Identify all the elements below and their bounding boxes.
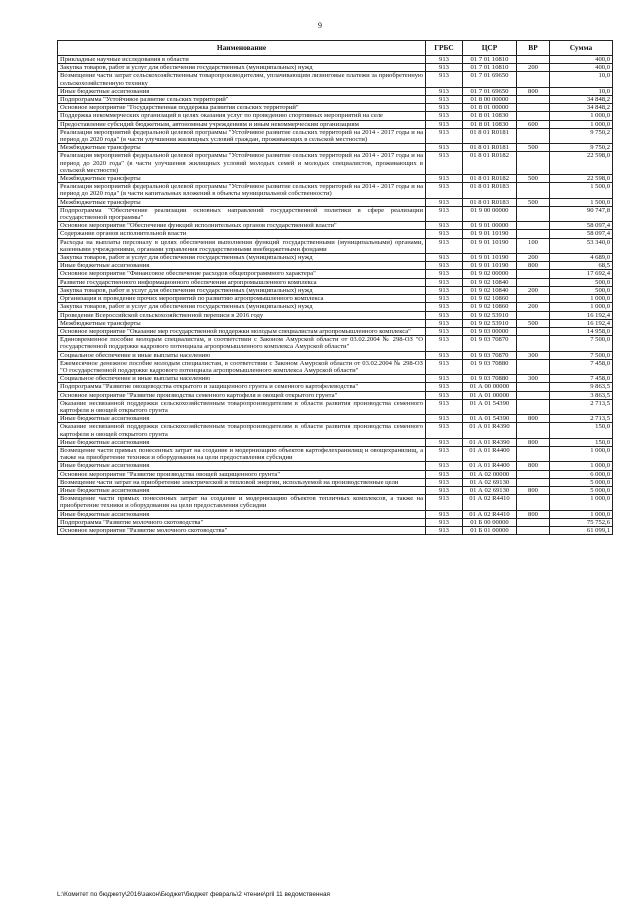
cell-grbs: 913: [426, 526, 463, 534]
cell-sum: 58 097,4: [550, 222, 613, 230]
cell-grbs: 913: [426, 399, 463, 414]
cell-sum: 1 000,0: [550, 120, 613, 128]
cell-name: Содержание органов исполнительной власти: [58, 230, 426, 238]
cell-grbs: 913: [426, 87, 463, 95]
cell-csr: 01 А 01 R4400: [463, 462, 517, 470]
cell-name: Межбюджетные трансферты: [58, 319, 426, 327]
cell-sum: 7 458,0: [550, 375, 613, 383]
cell-csr: 01 9 02 10840: [463, 286, 517, 294]
cell-csr: 01 А 02 R4410: [463, 510, 517, 518]
cell-csr: 01 8 00 00000: [463, 96, 517, 104]
cell-grbs: 913: [426, 423, 463, 438]
table-row: [58, 510, 613, 518]
cell-name: Оказание несвязанной поддержки сельскохозяйственным товаропроизводителям в области развития производства семенного картофеля и овощей открытого грунта: [58, 399, 426, 414]
cell-csr: 01 8 01 00000: [463, 104, 517, 112]
cell-sum: 10,0: [550, 72, 613, 87]
table-row: [58, 375, 613, 383]
cell-sum: 75 752,6: [550, 518, 613, 526]
cell-vr: 800: [517, 262, 550, 270]
cell-vr: [517, 518, 550, 526]
cell-grbs: 913: [426, 96, 463, 104]
cell-sum: 22 598,0: [550, 175, 613, 183]
table-row: [58, 87, 613, 95]
cell-vr: 800: [517, 438, 550, 446]
header-name: Наименование: [58, 41, 426, 56]
cell-vr: [517, 336, 550, 351]
cell-sum: 1 000,0: [550, 495, 613, 510]
cell-vr: [517, 104, 550, 112]
cell-sum: 2 713,5: [550, 399, 613, 414]
cell-name: Ежемесячное денежное пособие молодым специалистам, в соответствии с Законом Амурской области от 03.02.2004 № 298-ОЗ "О государственной поддержке кадрового потенциала агропромышленного комплекса Амурской области": [58, 359, 426, 374]
cell-name: Прикладные научные исследования в области: [58, 56, 426, 64]
table-row: [58, 319, 613, 327]
cell-name: Подпрограмма "Развитие овощеводства открытого и защищенного грунта и семенного картофелеводства": [58, 383, 426, 391]
header-sum: Сумма: [550, 41, 613, 56]
cell-vr: [517, 112, 550, 120]
cell-grbs: 913: [426, 64, 463, 72]
cell-csr: 01 Б 00 00000: [463, 518, 517, 526]
cell-sum: 9 863,5: [550, 383, 613, 391]
cell-csr: 01 А 00 00000: [463, 383, 517, 391]
cell-name: Поддержка некоммерческих организаций в целях оказания услуг по проведению спортивных мероприятий на селе: [58, 112, 426, 120]
cell-csr: 01 8 01 10830: [463, 112, 517, 120]
cell-grbs: 913: [426, 183, 463, 198]
cell-grbs: 913: [426, 270, 463, 278]
cell-sum: 61 099,1: [550, 526, 613, 534]
cell-name: Иные бюджетные ассигнования: [58, 262, 426, 270]
table-row: [58, 270, 613, 278]
cell-grbs: 913: [426, 72, 463, 87]
cell-grbs: 913: [426, 303, 463, 311]
cell-grbs: 913: [426, 286, 463, 294]
cell-name: Иные бюджетные ассигнования: [58, 510, 426, 518]
table-row: [58, 303, 613, 311]
cell-vr: 800: [517, 486, 550, 494]
cell-csr: 01 9 02 53910: [463, 319, 517, 327]
cell-vr: 200: [517, 254, 550, 262]
cell-csr: 01 А 02 00000: [463, 470, 517, 478]
cell-vr: [517, 230, 550, 238]
table-row: [58, 120, 613, 128]
cell-sum: 400,0: [550, 64, 613, 72]
cell-sum: 1 500,0: [550, 183, 613, 198]
cell-csr: 01 9 01 10190: [463, 230, 517, 238]
cell-name: Межбюджетные трансферты: [58, 144, 426, 152]
cell-name: Основное мероприятие "Развитие производства овощей защищенного грунта": [58, 470, 426, 478]
cell-name: Основное мероприятие "Государственная поддержка развития сельских территорий": [58, 104, 426, 112]
cell-csr: 01 9 01 10190: [463, 238, 517, 253]
cell-name: Закупка товаров, работ и услуг для обеспечения государственных (муниципальных) нужд: [58, 64, 426, 72]
cell-grbs: 913: [426, 351, 463, 359]
cell-name: Межбюджетные трансферты: [58, 198, 426, 206]
cell-name: Закупка товаров, работ и услуг для обеспечения государственных (муниципальных) нужд: [58, 254, 426, 262]
cell-csr: 01 А 02 69130: [463, 478, 517, 486]
cell-vr: [517, 278, 550, 286]
cell-csr: 01 7 01 69650: [463, 87, 517, 95]
cell-csr: 01 9 02 10860: [463, 303, 517, 311]
cell-vr: 800: [517, 510, 550, 518]
header-grbs: ГРБС: [426, 41, 463, 56]
cell-grbs: 913: [426, 446, 463, 461]
table-row: [58, 486, 613, 494]
cell-name: Реализация мероприятий федеральной целевой программы "Устойчивое развитие сельских территорий на 2014 - 2017 годы и на период до 2020 года" (в части улучшения жилищных условий граждан, проживающих в сельской местности): [58, 128, 426, 143]
cell-sum: 1 000,0: [550, 510, 613, 518]
cell-vr: [517, 470, 550, 478]
cell-name: Основное мероприятие "Обеспечение функций исполнительных органов государственной власти": [58, 222, 426, 230]
cell-name: Основное мероприятие "Развитие молочного скотоводства": [58, 526, 426, 534]
cell-vr: [517, 183, 550, 198]
cell-grbs: 913: [426, 112, 463, 120]
table-row: [58, 462, 613, 470]
cell-grbs: 913: [426, 262, 463, 270]
table-row: [58, 222, 613, 230]
table-row: [58, 295, 613, 303]
cell-sum: 22 598,0: [550, 152, 613, 175]
table-row: [58, 96, 613, 104]
table-row: [58, 144, 613, 152]
cell-grbs: 913: [426, 438, 463, 446]
cell-csr: 01 9 02 10860: [463, 295, 517, 303]
table-row: [58, 64, 613, 72]
cell-grbs: 913: [426, 56, 463, 64]
cell-csr: 01 9 02 10840: [463, 278, 517, 286]
cell-sum: 5 000,0: [550, 486, 613, 494]
cell-sum: 6 000,0: [550, 470, 613, 478]
cell-csr: 01 7 01 10810: [463, 56, 517, 64]
cell-grbs: 913: [426, 375, 463, 383]
cell-grbs: 913: [426, 238, 463, 253]
cell-sum: 53 340,0: [550, 238, 613, 253]
cell-sum: 7 458,0: [550, 359, 613, 374]
cell-grbs: 913: [426, 104, 463, 112]
cell-name: Организация и проведение прочих мероприятий по развитию агропромышленного комплекса: [58, 295, 426, 303]
cell-csr: 01 А 01 R4400: [463, 446, 517, 461]
table-row: [58, 112, 613, 120]
cell-vr: [517, 495, 550, 510]
cell-grbs: 913: [426, 278, 463, 286]
cell-vr: [517, 270, 550, 278]
cell-csr: 01 9 03 70880: [463, 359, 517, 374]
cell-vr: 600: [517, 120, 550, 128]
cell-grbs: 913: [426, 391, 463, 399]
cell-name: Возмещение части затрат на приобретение электрической и тепловой энергии, используемой на производственные цели: [58, 478, 426, 486]
table-row: [58, 359, 613, 374]
cell-sum: 9 750,2: [550, 128, 613, 143]
cell-grbs: 913: [426, 311, 463, 319]
cell-name: Возмещение части прямых понесенных затрат на создание и модернизацию объектов тепличных комплексов, а также на приобретение техники и оборудования на цели предоставления субсидии: [58, 495, 426, 510]
cell-name: Реализация мероприятий федеральной целевой программы "Устойчивое развитие сельских территорий на 2014 - 2017 годы и на период до 2020 года" (в части улучшения жилищных условий молодых семей и молодых специалистов, проживающих в сельской местности): [58, 152, 426, 175]
cell-vr: [517, 56, 550, 64]
cell-csr: 01 7 01 10810: [463, 64, 517, 72]
cell-sum: 1 500,0: [550, 198, 613, 206]
cell-sum: 2 713,5: [550, 415, 613, 423]
cell-vr: 200: [517, 286, 550, 294]
table-row: [58, 262, 613, 270]
cell-name: Развитие государственного информационного обеспечения агропромышленного комплекса: [58, 278, 426, 286]
cell-sum: 14 958,0: [550, 327, 613, 335]
cell-csr: 01 9 03 00000: [463, 327, 517, 335]
cell-sum: 400,0: [550, 56, 613, 64]
cell-csr: 01 9 01 00000: [463, 222, 517, 230]
cell-sum: 34 848,2: [550, 104, 613, 112]
cell-vr: [517, 478, 550, 486]
cell-vr: 800: [517, 87, 550, 95]
cell-name: Основное мероприятие "Финансовое обеспечение расходов общепрограммного характера": [58, 270, 426, 278]
cell-csr: 01 9 00 00000: [463, 206, 517, 221]
table-row: [58, 238, 613, 253]
cell-grbs: 913: [426, 230, 463, 238]
cell-grbs: 913: [426, 510, 463, 518]
cell-vr: [517, 222, 550, 230]
cell-csr: 01 9 02 00000: [463, 270, 517, 278]
cell-name: Подпрограмма "Устойчивое развитие сельских территорий": [58, 96, 426, 104]
cell-grbs: 913: [426, 144, 463, 152]
table-row: [58, 198, 613, 206]
cell-sum: 68,5: [550, 262, 613, 270]
cell-sum: 7 500,0: [550, 351, 613, 359]
cell-grbs: 913: [426, 359, 463, 374]
cell-name: Основное мероприятие "Развитие производства семенного картофеля и овощей открытого грунта": [58, 391, 426, 399]
budget-table-container: [57, 40, 612, 535]
cell-name: Межбюджетные трансферты: [58, 175, 426, 183]
page-number: 9: [318, 21, 322, 30]
cell-csr: 01 8 01 R0181: [463, 144, 517, 152]
cell-grbs: 913: [426, 175, 463, 183]
cell-grbs: 913: [426, 518, 463, 526]
table-row: [58, 438, 613, 446]
cell-sum: 500,0: [550, 278, 613, 286]
table-row: [58, 286, 613, 294]
cell-grbs: 913: [426, 415, 463, 423]
table-row: [58, 206, 613, 221]
cell-sum: 5 000,0: [550, 478, 613, 486]
cell-csr: 01 8 01 10830: [463, 120, 517, 128]
cell-csr: 01 А 02 69130: [463, 486, 517, 494]
cell-vr: [517, 128, 550, 143]
cell-grbs: 913: [426, 295, 463, 303]
cell-name: Иные бюджетные ассигнования: [58, 486, 426, 494]
cell-sum: 10,0: [550, 87, 613, 95]
cell-sum: 1 000,0: [550, 295, 613, 303]
cell-csr: 01 8 01 R0183: [463, 183, 517, 198]
cell-sum: 1 000,0: [550, 303, 613, 311]
table-row: [58, 526, 613, 534]
cell-csr: 01 А 01 R4390: [463, 423, 517, 438]
table-row: [58, 383, 613, 391]
cell-grbs: 913: [426, 327, 463, 335]
cell-name: Основное мероприятие "Оказание мер государственной поддержки молодым специалистам агропромышленного комплекса": [58, 327, 426, 335]
cell-csr: 01 9 02 53910: [463, 311, 517, 319]
budget-table: [57, 40, 613, 535]
cell-sum: 150,0: [550, 438, 613, 446]
cell-name: Иные бюджетные ассигнования: [58, 415, 426, 423]
cell-csr: 01 8 01 R0181: [463, 128, 517, 143]
table-row: [58, 183, 613, 198]
cell-sum: 34 848,2: [550, 96, 613, 104]
cell-vr: 800: [517, 462, 550, 470]
cell-csr: 01 9 03 70870: [463, 351, 517, 359]
table-row: [58, 254, 613, 262]
cell-sum: 500,0: [550, 286, 613, 294]
cell-csr: 01 А 01 R4390: [463, 438, 517, 446]
cell-vr: 300: [517, 375, 550, 383]
table-row: [58, 399, 613, 414]
cell-sum: 17 692,4: [550, 270, 613, 278]
cell-name: Проведение Всероссийской сельскохозяйственной переписи в 2016 году: [58, 311, 426, 319]
cell-grbs: 913: [426, 152, 463, 175]
cell-vr: 100: [517, 238, 550, 253]
header-vr: ВР: [517, 41, 550, 56]
cell-csr: 01 8 01 R0183: [463, 198, 517, 206]
header-csr: ЦСР: [463, 41, 517, 56]
cell-csr: 01 Б 01 00000: [463, 526, 517, 534]
cell-grbs: 913: [426, 470, 463, 478]
cell-vr: [517, 311, 550, 319]
table-row: [58, 56, 613, 64]
cell-csr: 01 7 01 69650: [463, 72, 517, 87]
table-row: [58, 104, 613, 112]
cell-csr: 01 А 01 00000: [463, 391, 517, 399]
table-row: [58, 72, 613, 87]
table-row: [58, 327, 613, 335]
cell-grbs: 913: [426, 319, 463, 327]
cell-vr: 500: [517, 198, 550, 206]
cell-vr: [517, 206, 550, 221]
cell-name: Иные бюджетные ассигнования: [58, 462, 426, 470]
cell-vr: [517, 399, 550, 414]
cell-grbs: 913: [426, 478, 463, 486]
cell-sum: 9 750,2: [550, 144, 613, 152]
cell-csr: 01 9 01 10190: [463, 262, 517, 270]
cell-name: Оказание несвязанной поддержки сельскохозяйственным товаропроизводителям в области развития производства семенного картофеля и овощей открытого грунта: [58, 423, 426, 438]
cell-name: Закупка товаров, работ и услуг для обеспечения государственных (муниципальных) нужд: [58, 303, 426, 311]
cell-sum: 90 747,8: [550, 206, 613, 221]
table-row: [58, 470, 613, 478]
table-row: [58, 478, 613, 486]
cell-name: Реализация мероприятий федеральной целевой программы "Устойчивое развитие сельских территорий на 2014 - 2017 годы и на период до 2020 года" (в части капитальных вложений в объекты муниципальной собственности): [58, 183, 426, 198]
cell-sum: 16 192,4: [550, 319, 613, 327]
cell-name: Закупка товаров, работ и услуг для обеспечения государственных (муниципальных) нужд: [58, 286, 426, 294]
cell-grbs: 913: [426, 336, 463, 351]
cell-vr: [517, 391, 550, 399]
cell-vr: 500: [517, 175, 550, 183]
cell-vr: [517, 526, 550, 534]
cell-csr: 01 9 03 70870: [463, 336, 517, 351]
table-row: [58, 351, 613, 359]
cell-grbs: 913: [426, 198, 463, 206]
table-row: [58, 128, 613, 143]
cell-sum: 7 500,0: [550, 336, 613, 351]
cell-grbs: 913: [426, 120, 463, 128]
table-row: [58, 423, 613, 438]
cell-vr: [517, 295, 550, 303]
table-row: [58, 446, 613, 461]
cell-vr: 200: [517, 303, 550, 311]
table-row: [58, 336, 613, 351]
cell-csr: 01 9 01 10190: [463, 254, 517, 262]
cell-csr: 01 9 03 70880: [463, 375, 517, 383]
cell-sum: 3 863,5: [550, 391, 613, 399]
cell-sum: 1 000,0: [550, 446, 613, 461]
cell-grbs: 913: [426, 206, 463, 221]
cell-csr: 01 А 01 54390: [463, 415, 517, 423]
cell-sum: 1 000,0: [550, 112, 613, 120]
cell-name: Подпрограмма "Обеспечение реализации основных направлений государственной политики в сфере реализации государственной программы": [58, 206, 426, 221]
cell-grbs: 913: [426, 128, 463, 143]
table-row: [58, 278, 613, 286]
cell-name: Иные бюджетные ассигнования: [58, 438, 426, 446]
cell-name: Расходы на выплаты персоналу в целях обеспечения выполнения функций государственными (муниципальными) органами, казенными учреждениями, органами управления государственными внебюджетными фондами: [58, 238, 426, 253]
table-row: [58, 518, 613, 526]
cell-name: Социальное обеспечение и иные выплаты населению: [58, 375, 426, 383]
cell-grbs: 913: [426, 383, 463, 391]
cell-name: Возмещение части затрат сельскохозяйственным товаропроизводителям, уплачивающим лизинговые платежи за приобретенную сельскохозяйственную технику: [58, 72, 426, 87]
cell-vr: [517, 152, 550, 175]
cell-vr: 500: [517, 144, 550, 152]
table-header-row: [58, 41, 613, 56]
table-row: [58, 175, 613, 183]
cell-vr: 800: [517, 415, 550, 423]
cell-sum: 58 097,4: [550, 230, 613, 238]
table-body: [58, 56, 613, 535]
table-row: [58, 391, 613, 399]
cell-vr: [517, 446, 550, 461]
cell-vr: [517, 423, 550, 438]
cell-vr: [517, 96, 550, 104]
file-path-footer: L:\Комитет по бюджету\2016\закон\Бюджет\бюджет февраль\2 чтение\pril 11 ведомственная: [57, 891, 330, 898]
cell-csr: 01 8 01 R0182: [463, 152, 517, 175]
table-row: [58, 311, 613, 319]
cell-grbs: 913: [426, 495, 463, 510]
cell-name: Подпрограмма "Развитие молочного скотоводства": [58, 518, 426, 526]
table-row: [58, 230, 613, 238]
cell-vr: 300: [517, 351, 550, 359]
cell-vr: [517, 72, 550, 87]
cell-name: Социальное обеспечение и иные выплаты населению: [58, 351, 426, 359]
cell-grbs: 913: [426, 462, 463, 470]
cell-csr: 01 А 02 R4410: [463, 495, 517, 510]
cell-sum: 1 000,0: [550, 462, 613, 470]
table-row: [58, 495, 613, 510]
cell-vr: [517, 359, 550, 374]
cell-sum: 16 192,4: [550, 311, 613, 319]
cell-sum: 150,0: [550, 423, 613, 438]
cell-vr: 500: [517, 319, 550, 327]
cell-name: Предоставление субсидий бюджетным, автономным учреждениям и иным некоммерческим организациям: [58, 120, 426, 128]
cell-grbs: 913: [426, 222, 463, 230]
cell-name: Иные бюджетные ассигнования: [58, 87, 426, 95]
cell-name: Возмещение части прямых понесенных затрат на создание и модернизацию объектов картофелехранилищ и овощехранилищ, а также на приобретение техники и оборудования на цели предоставления субсидии: [58, 446, 426, 461]
cell-name: Единовременное пособие молодым специалистам, в соответствии с Законом Амурской области от 03.02.2004 № 298-ОЗ "О государственной поддержке кадрового потенциала агропромышленного комплекса Амурской области": [58, 336, 426, 351]
cell-vr: [517, 327, 550, 335]
table-row: [58, 152, 613, 175]
cell-grbs: 913: [426, 486, 463, 494]
cell-vr: 200: [517, 64, 550, 72]
cell-vr: [517, 383, 550, 391]
cell-csr: 01 8 01 R0182: [463, 175, 517, 183]
cell-csr: 01 А 01 54390: [463, 399, 517, 414]
cell-sum: 4 689,0: [550, 254, 613, 262]
table-row: [58, 415, 613, 423]
cell-grbs: 913: [426, 254, 463, 262]
